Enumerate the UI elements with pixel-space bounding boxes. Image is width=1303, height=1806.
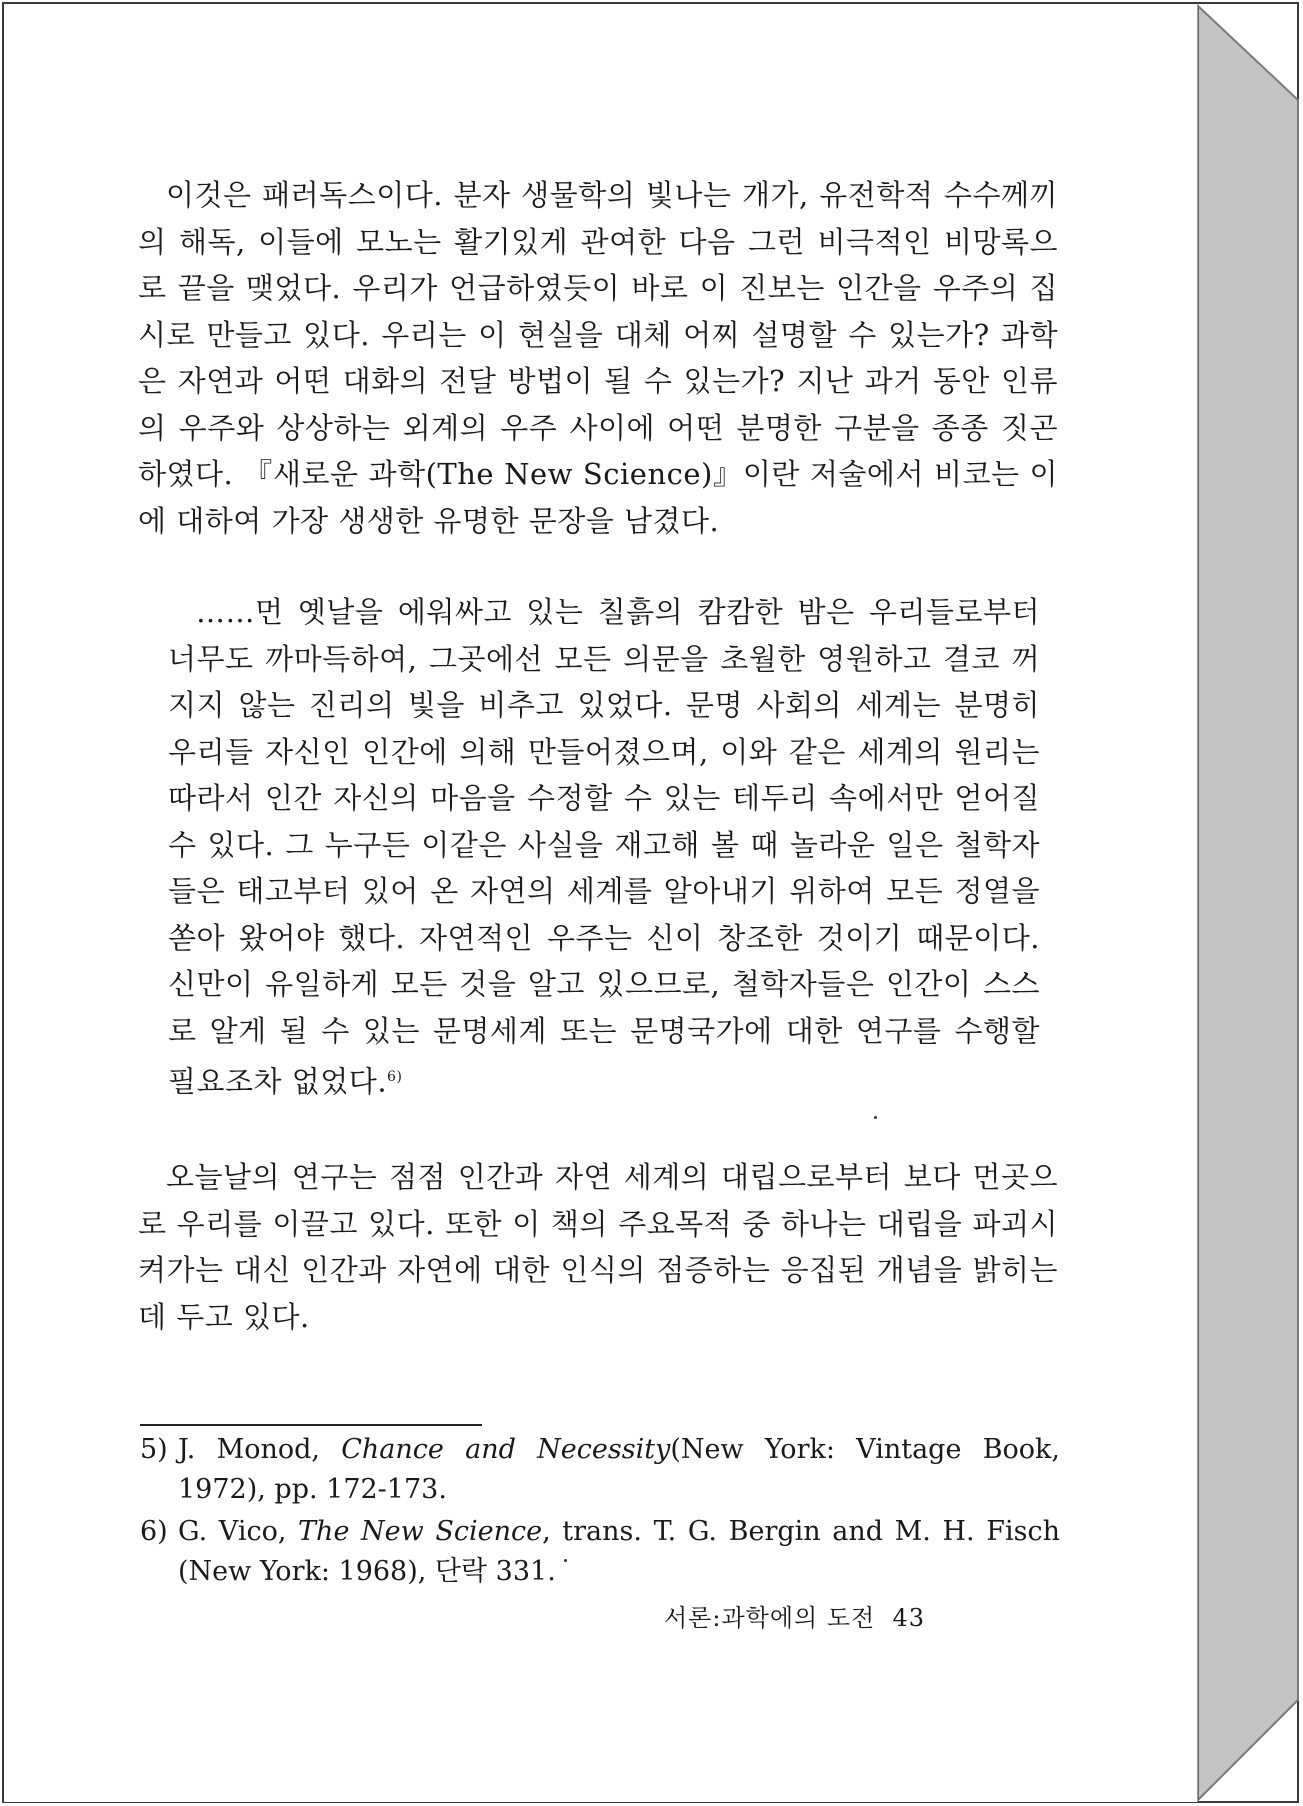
paragraph-1: 이것은 패러독스이다. 분자 생물학의 빛나는 개가, 유전학적 수수께끼의 해독, 이들에 모노는 활기있게 관여한 다음 그런 비극적인 비망록으로 끝을 맺었다. 우리가 언급하였듯이 바로 이 진보는 인간을 우주의 집시로 만들고 있다. 우리는 이 현실을 대체 어찌 설명할 수 있는가? 과학은 자연과 어떤 대화의 전달 방법이 될 수 있는가? 지난 과거 동안 인류의 우주와 상상하는 외계의 우주 사이에 어떤 분명한 구분을 종종 짓곤 하였다. 『새로운 과학(The New Science)』이란 저술에서 비코는 이에 대하여 가장 생생한 유명한 문장을 남겼다. [138, 178, 1058, 538]
block-quote-text: ……먼 옛날을 에워싸고 있는 칠흙의 캄캄한 밤은 우리들로부터 너무도 까마득하여, 그곳에선 모든 의문을 초월한 영원하고 결코 꺼지지 않는 진리의 빛을 비추고 있었다. 문명 사회의 세계는 분명히 우리들 자신인 인간에 의해 만들어졌으며, 이와 같은 세계의 원리는 따라서 인간 자신의 마음을 수정할 수 있는 테두리 속에서만 얻어질 수 있다. 그 누구든 이같은 사실을 재고해 볼 때 놀라운 일은 철학자들은 태고부터 있어 온 자연의 세계를 알아내기 위하여 모든 정열을 쏟아 왔어야 했다. 자연적인 우주는 신이 창조한 것이기 때문이다. 신만이 유일하게 모든 것을 알고 있으므로, 철학자들은 인간이 스스로 알게 될 수 있는 문명세계 또는 문명국가에 대한 연구를 수행할 필요조차 없었다. [168, 595, 1040, 1099]
footnote-publication: (New York: Vintage Book, 1972), pp. 172-173. [178, 1434, 1060, 1505]
page-number: 43 [892, 1604, 925, 1632]
footnote-number: 5) [140, 1434, 168, 1465]
speck [874, 1116, 877, 1119]
footnote-body [178, 1430, 1060, 1510]
footnote-publication: , trans. T. G. Bergin and M. H. Fisch (New York: 1968), 단락 331. [178, 1516, 1060, 1587]
quote-footnote-ref: 6) [387, 1069, 403, 1085]
book-page [4, 4, 1198, 1802]
paragraph-3: 오늘날의 연구는 점점 인간과 자연 세계의 대립으로부터 보다 먼곳으로 우리를 이끌고 있다. 또한 이 책의 주요목적 중 하나는 대립을 파괴시켜가는 대신 인간과 자연에 대한 인식의 점증하는 응집된 개념을 밝히는 데 두고 있다. [138, 1160, 1058, 1334]
footnote-6 [140, 1512, 1060, 1592]
footnotes [140, 1430, 1060, 1594]
footnote-title: Chance and Necessity [341, 1434, 671, 1465]
block-quote [168, 589, 1040, 1105]
footnote-title: The New Science [298, 1516, 543, 1547]
running-footer [664, 1598, 925, 1633]
footnote-rule [140, 1424, 482, 1426]
section-title: 서론:과학에의 도전 [664, 1604, 876, 1632]
footnote-author: G. Vico, [178, 1516, 299, 1547]
footnote-author: J. Monod, [178, 1434, 342, 1465]
speck [564, 1559, 567, 1562]
footnote-5 [140, 1430, 1060, 1510]
footnote-body [178, 1512, 1060, 1592]
footnote-number: 6) [140, 1516, 168, 1547]
